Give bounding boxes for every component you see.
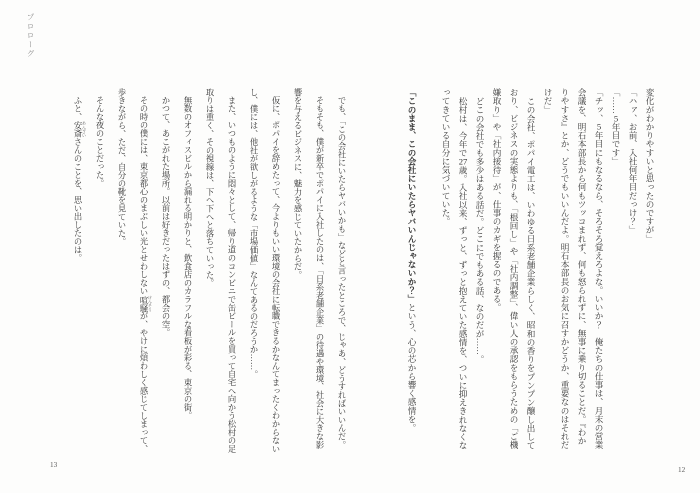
paragraph: この会社、ポパイ電工は、いわゆる日系老舗企業らしく、昭和の香りをプンプン醸し出しており、ビジネスの実態よりも、「根回し」や「社内調整」、偉い人の承認をもらうための「ご機嫌取り」や「社内接待」が、仕事のカギを握るのである。 — [492, 88, 536, 450]
paragraph: 変化がわかりやすいと思ったのですが」 — [645, 88, 655, 243]
paragraph: 仮に、ポパイを辞めたって、今よりもいい環境の会社に転職できるかなんてまったくわからないし、僕には、他社が欲しがるような「市場価値」なんてあるのだろうか……。 — [249, 88, 280, 454]
paragraph: そもそも、僕が新卒でポパイに入社したのは、「日系老舗企業」の待遇や環境、社会に大きな影響を与えるビジネスに、魅力を感じていたからだ。 — [293, 88, 324, 450]
page-left-text — [66, 88, 352, 456]
paragraph: 無数のオフィスビルから漏れる明かりと、飲食店のカラフルな看板が彩る、東京の街。 — [183, 96, 192, 420]
paragraph: どこの会社でも多少はある話だ。どこにでもある話、なのだが……。 — [475, 96, 485, 364]
page-number-left: 13 — [50, 461, 58, 469]
paragraph: 松村は、今年で27歳。入社以来、ずっと、ずっと抱えていた感情を、ついに抑えきれなくなってきている自分に気づいていた。 — [441, 88, 468, 450]
paragraph: その時の僕には、東京都心のまぶしい光とせわしない喧騒 けんそうが、やけに煩わしく感じてしまって、歩きながら、ただ、自分の靴を見ていた。 — [117, 88, 153, 454]
page-number-right: 12 — [678, 466, 686, 474]
paragraph-emphasis: 「このまま、この会社にいたらヤバいんじゃないか？」という、心の芯から響く感情を。 — [407, 88, 417, 432]
paragraph: そんな夜のことだった。 — [95, 96, 104, 188]
paragraph: かつて、あこがれた場所。以前は好きだったはずの、都会の空。 — [161, 96, 170, 337]
paragraph: ふと、安斎 あんざいさんのことを、思い出したのは。 — [73, 96, 87, 263]
paragraph: 「チッ、5年目にもなるなら、そろそろ覚えろよな。いいか？ 俺たちの仕事は、月末の営業会議を、明石本部長から何もツッコまれず、何も怒られずに、無事に乗り切ることだ。『わかりやすさ』とか、どうでもいいんだよ。明石本部長のお気に召すかどうか、重要なのはそれだけだ」 — [543, 88, 604, 450]
paragraph: 「……5年目です」 — [611, 88, 621, 166]
running-head: プロローグ — [26, 13, 35, 59]
page-right-text — [403, 88, 658, 450]
paragraph: 「ハァ、お前、入社何年目だっけ？」 — [628, 88, 638, 235]
paragraph: でも、「この会社にいたらヤバいかも」などと言ったところで、じゃあ、どうすればいいんだ。 — [337, 96, 346, 450]
paragraph: また、いつものように悶々として、帰り道のコンビニで缶ビールを買って自宅へ向かう松村の足取りは重く、その視線は、下へ下へと落ちていった。 — [205, 88, 236, 454]
